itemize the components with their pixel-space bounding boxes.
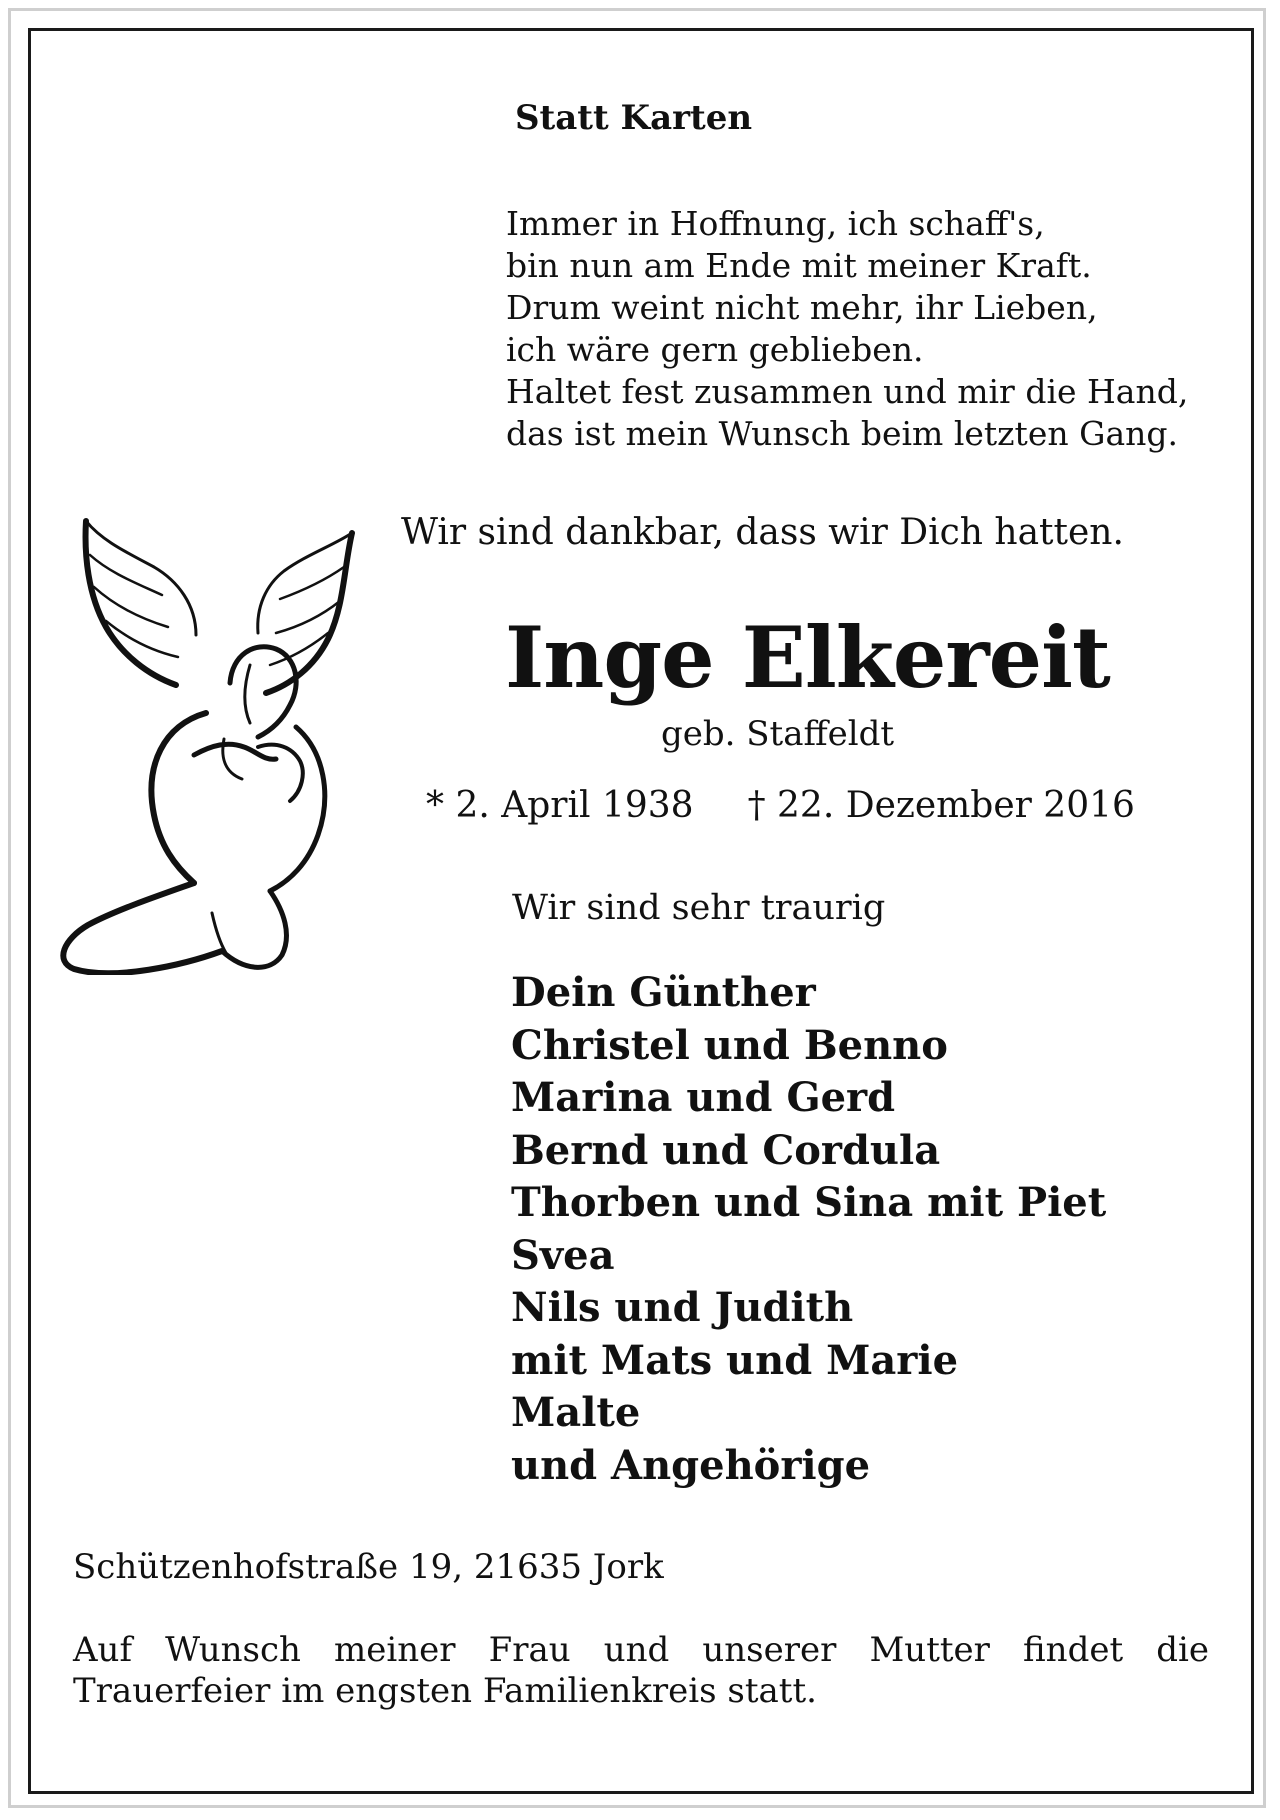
- address: Schützenhofstraße 19, 21635 Jork: [73, 1547, 664, 1587]
- mourner-item: Thorben und Sina mit Piet: [511, 1179, 1107, 1226]
- deceased-name: Inge Elkereit: [505, 608, 1110, 707]
- thanks-line: Wir sind dankbar, dass wir Dich hatten.: [401, 512, 1124, 553]
- mourner-item: Marina und Gerd: [511, 1074, 896, 1121]
- mourner-item: Bernd und Cordula: [511, 1126, 941, 1174]
- mourner-item: Dein Günther: [511, 969, 816, 1016]
- poem-line: Haltet fest zusammen und mir die Hand,: [506, 372, 1189, 411]
- mourner-item: und Angehörige: [511, 1441, 871, 1489]
- mourner-item: Nils und Judith: [511, 1284, 854, 1331]
- death-date: † 22. Dezember 2016: [747, 785, 1135, 826]
- funeral-note: Auf Wunsch meiner Frau und unserer Mutter findet die Trauerfeier im engsten Familienkreis statt.: [73, 1630, 1209, 1711]
- poem-line: Drum weint nicht mehr, ihr Lieben,: [506, 288, 1098, 327]
- poem: [506, 203, 1188, 455]
- poem-line: Immer in Hoffnung, ich schaff's,: [506, 204, 1045, 243]
- life-dates: [426, 785, 1135, 826]
- mourner-item: Svea: [511, 1231, 615, 1279]
- sad-line: Wir sind sehr traurig: [512, 888, 886, 928]
- mourner-item: Malte: [511, 1389, 641, 1436]
- heading: Statt Karten: [515, 98, 753, 138]
- mourner-item: Christel und Benno: [511, 1021, 948, 1069]
- mourner-item: mit Mats und Marie: [511, 1336, 959, 1384]
- poem-line: das ist mein Wunsch beim letzten Gang.: [506, 414, 1178, 453]
- poem-line: bin nun am Ende mit meiner Kraft.: [506, 246, 1092, 285]
- poem-line: ich wäre gern geblieben.: [506, 330, 924, 369]
- maiden-name: geb. Staffeldt: [661, 714, 895, 754]
- mourners-list: [511, 967, 1106, 1492]
- angel-icon: [44, 515, 364, 975]
- birth-date: * 2. April 1938: [426, 785, 694, 826]
